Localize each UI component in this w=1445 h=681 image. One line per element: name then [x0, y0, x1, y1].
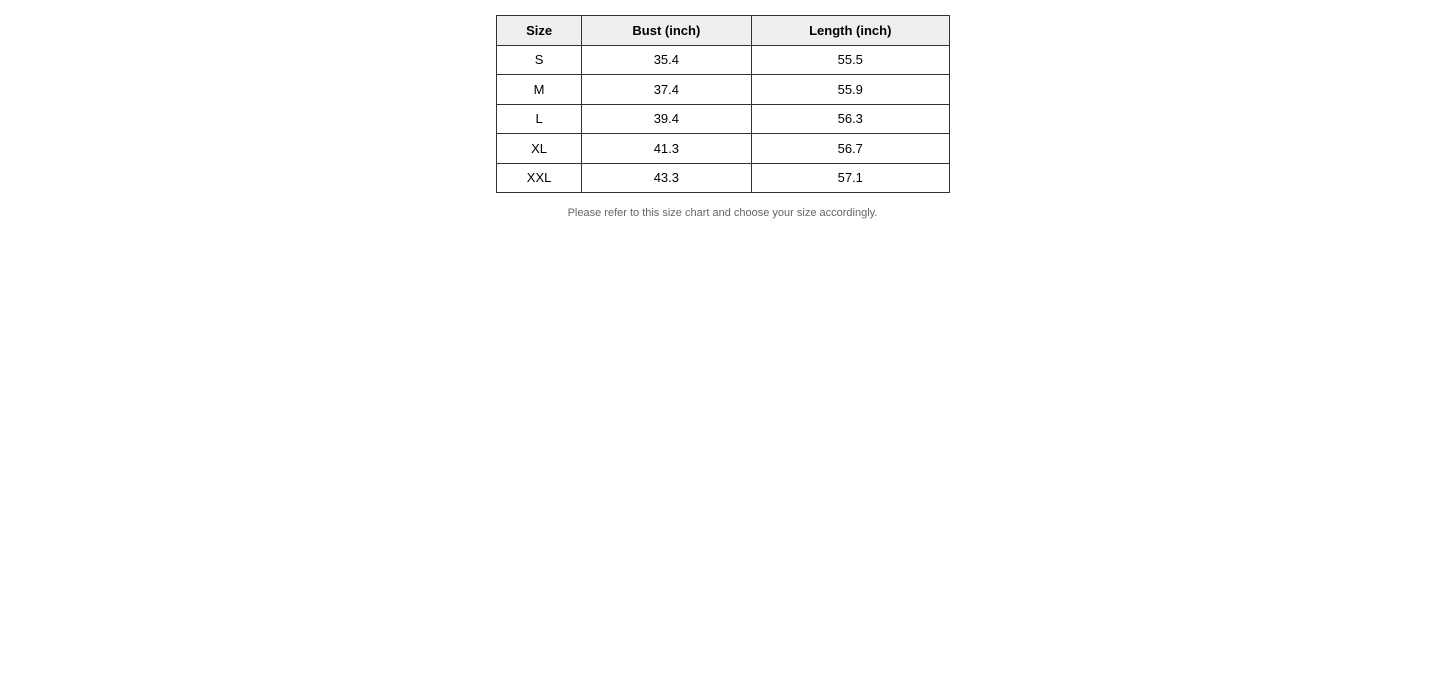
cell-bust: 37.4 [582, 75, 751, 105]
table-row [497, 134, 950, 164]
cell-size: S [497, 45, 582, 75]
cell-bust: 39.4 [582, 104, 751, 134]
size-chart-table [496, 15, 950, 193]
cell-size: XXL [497, 163, 582, 193]
cell-length: 56.3 [751, 104, 949, 134]
cell-bust: 35.4 [582, 45, 751, 75]
cell-bust: 41.3 [582, 134, 751, 164]
cell-size: XL [497, 134, 582, 164]
size-chart-note: Please refer to this size chart and choose your size accordingly. [567, 207, 878, 219]
table-header-row [497, 16, 950, 46]
cell-size: M [497, 75, 582, 105]
header-bust: Bust (inch) [582, 16, 751, 46]
table-row [497, 104, 950, 134]
table-row [497, 45, 950, 75]
cell-length: 55.9 [751, 75, 949, 105]
cell-size: L [497, 104, 582, 134]
cell-length: 55.5 [751, 45, 949, 75]
table-row [497, 75, 950, 105]
cell-length: 56.7 [751, 134, 949, 164]
cell-length: 57.1 [751, 163, 949, 193]
header-size: Size [497, 16, 582, 46]
table-row [497, 163, 950, 193]
header-length: Length (inch) [751, 16, 949, 46]
cell-bust: 43.3 [582, 163, 751, 193]
